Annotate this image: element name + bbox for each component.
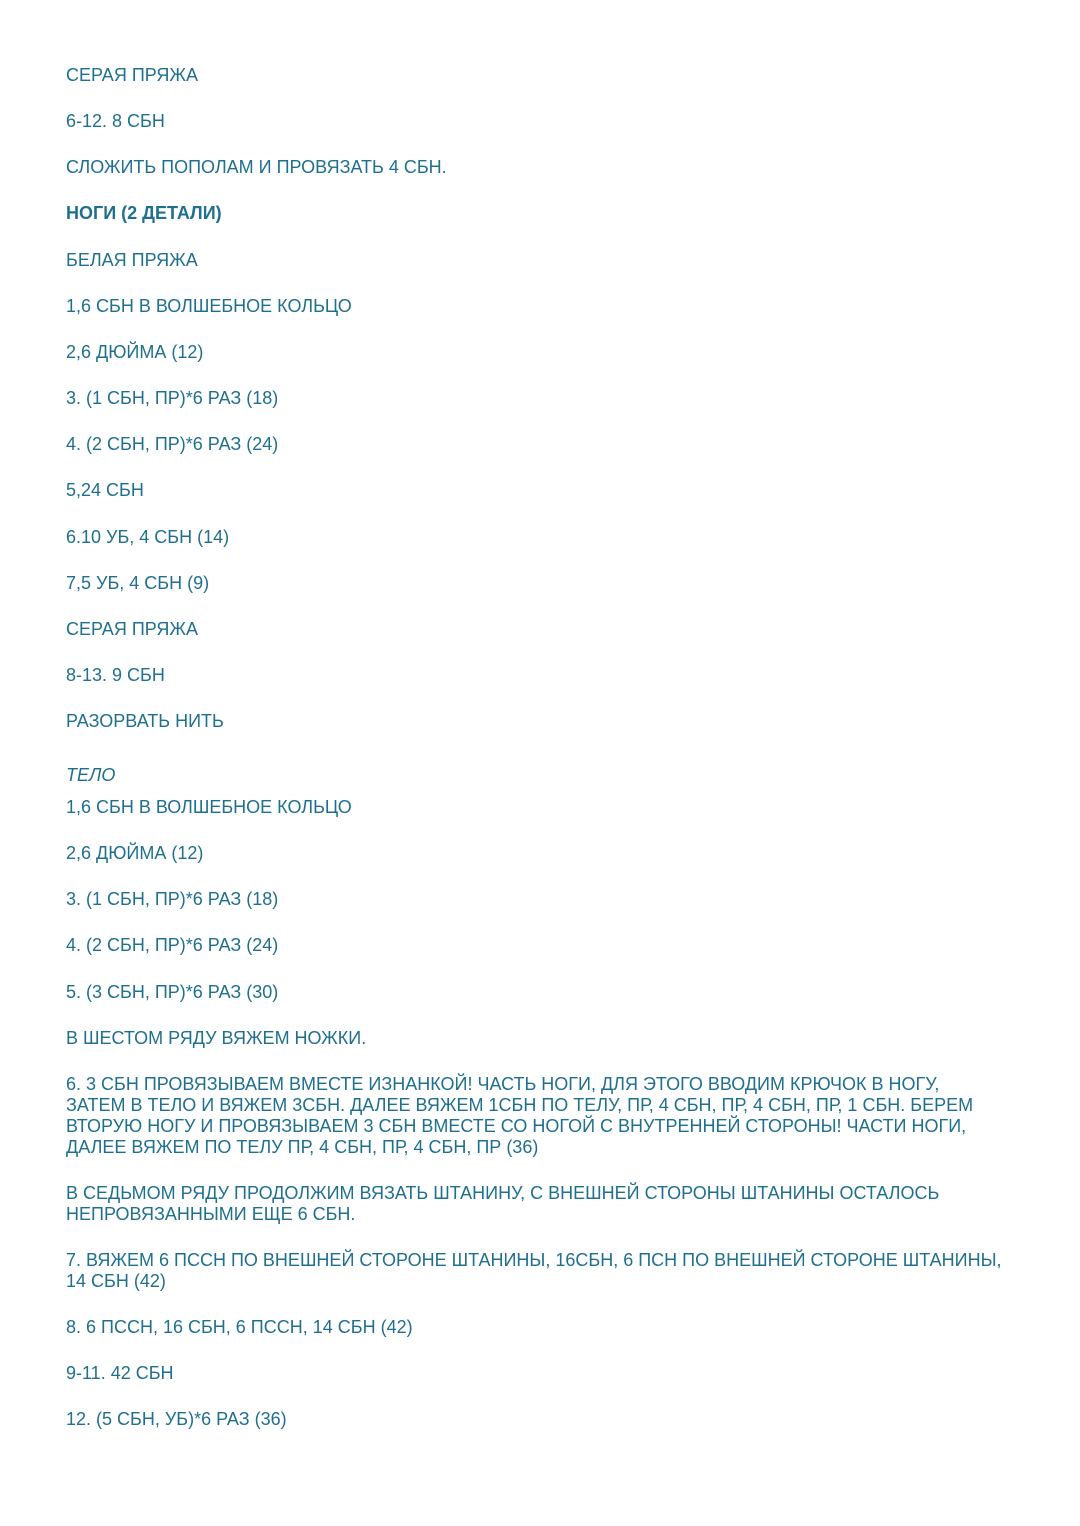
text-paragraph-seventh-row-note: В СЕДЬМОМ РЯДУ ПРОДОЛЖИМ ВЯЗАТЬ ШТАНИНУ, С ВНЕШНЕЙ СТОРОНЫ ШТАНИНЫ ОСТАЛОСЬ НЕПРОВЯЗАННЫМИ ЕЩЕ 6 СБН.	[66, 1183, 940, 1224]
text-line-body-row-8: 8. 6 ПССН, 16 СБН, 6 ПССН, 14 СБН (42)	[66, 1317, 413, 1337]
text-line-rows-6-12: 6-12. 8 СБН	[66, 111, 165, 131]
text-line-cut-thread: РАЗОРВАТЬ НИТЬ	[66, 711, 224, 731]
text-line-fold-instruction: СЛОЖИТЬ ПОПОЛАМ И ПРОВЯЗАТЬ 4 СБН.	[66, 157, 447, 177]
text-paragraph-row-6: 6. 3 СБН ПРОВЯЗЫВАЕМ ВМЕСТЕ ИЗНАНКОЙ! ЧАСТЬ НОГИ, ДЛЯ ЭТОГО ВВОДИМ КРЮЧОК В НОГУ, ЗАТЕМ В ТЕЛО И ВЯЖЕМ 3СБН. ДАЛЕЕ ВЯЖЕМ 1СБН ПО ТЕЛУ, ПР, 4 СБН, ПР, 4 СБН, ПР, 1 СБН. БЕРЕМ ВТОРУЮ НОГУ И ПРОВЯЗЫВАЕМ 3 СБН ВМЕСТЕ СО НОГОЙ С ВНУТРЕННЕЙ СТОРОНЫ! ЧАСТИ НОГИ, ДАЛЕЕ ВЯЖЕМ ПО ТЕЛУ ПР, 4 СБН, ПР, 4 СБН, ПР (36)	[66, 1074, 974, 1157]
text-paragraph-row-7: 7. ВЯЖЕМ 6 ПССН ПО ВНЕШНЕЙ СТОРОНЕ ШТАНИНЫ, 16СБН, 6 ПСН ПО ВНЕШНЕЙ СТОРОНЕ ШТАНИНЫ, 14 СБН (42)	[66, 1250, 1002, 1291]
text-line-grey-yarn: СЕРАЯ ПРЯЖА	[66, 65, 198, 85]
text-line-legs-row-4: 4. (2 СБН, ПР)*6 РАЗ (24)	[66, 434, 279, 454]
text-line-body-row-4: 4. (2 СБН, ПР)*6 РАЗ (24)	[66, 935, 279, 955]
text-line-body-rows-9-11: 9-11. 42 СБН	[66, 1363, 174, 1383]
text-line-grey-yarn-2: СЕРАЯ ПРЯЖА	[66, 619, 198, 639]
text-line-legs-row-3: 3. (1 СБН, ПР)*6 РАЗ (18)	[66, 388, 279, 408]
text-line-body-row-3: 3. (1 СБН, ПР)*6 РАЗ (18)	[66, 889, 279, 909]
text-line-legs-row-1: 1,6 СБН В ВОЛШЕБНОЕ КОЛЬЦО	[66, 296, 352, 316]
text-line-sixth-row-note: В ШЕСТОМ РЯДУ ВЯЖЕМ НОЖКИ.	[66, 1028, 367, 1048]
text-line-legs-row-7: 7,5 УБ, 4 СБН (9)	[66, 573, 210, 593]
text-line-white-yarn: БЕЛАЯ ПРЯЖА	[66, 250, 198, 270]
text-line-body-row-2: 2,6 ДЮЙМА (12)	[66, 843, 204, 863]
section-heading-legs: НОГИ (2 ДЕТАЛИ)	[66, 203, 222, 223]
text-line-legs-row-5: 5,24 СБН	[66, 480, 144, 500]
text-line-legs-row-2: 2,6 ДЮЙМА (12)	[66, 342, 204, 362]
text-line-body-row-5: 5. (3 СБН, ПР)*6 РАЗ (30)	[66, 982, 279, 1002]
text-line-body-row-12: 12. (5 СБН, УБ)*6 РАЗ (36)	[66, 1409, 287, 1429]
section-heading-body: ТЕЛО	[66, 765, 116, 785]
text-line-body-row-1: 1,6 СБН В ВОЛШЕБНОЕ КОЛЬЦО	[66, 797, 352, 817]
text-line-legs-row-6: 6.10 УБ, 4 СБН (14)	[66, 527, 230, 547]
text-line-legs-rows-8-13: 8-13. 9 СБН	[66, 665, 165, 685]
